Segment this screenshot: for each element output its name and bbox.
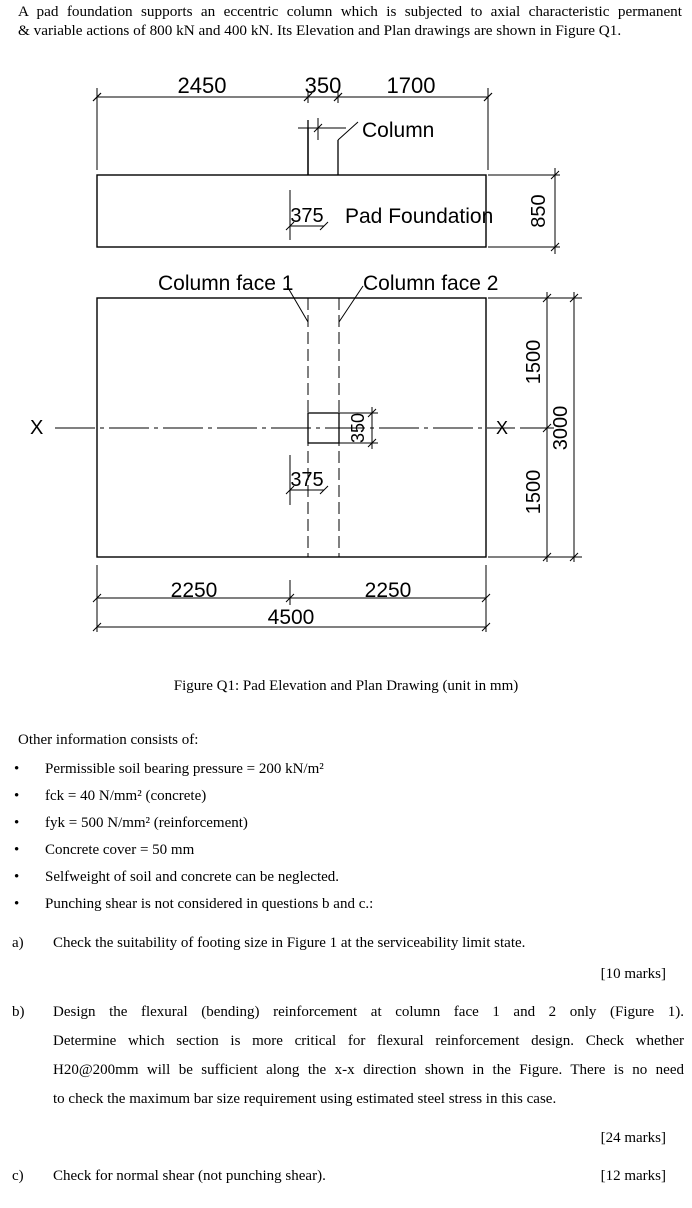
elev-dim-mid: 350 [304, 73, 342, 98]
question-c-marks: [12 marks] [600, 1168, 666, 1184]
plan-bottom-half-dim: 1500 [523, 469, 545, 515]
intro-line-1: A pad foundation supports an eccentric column which is subjected to axial characteristic permanent [18, 3, 682, 20]
plan-drawing [55, 286, 582, 632]
column-face-2-label: Column face 2 [363, 272, 499, 295]
plan-col-width-dim: 350 [348, 412, 368, 444]
list-item: • fyk = 500 N/mm² (reinforcement) [14, 815, 248, 831]
elev-dim-right: 1700 [386, 73, 436, 98]
elev-offset-dim: 375 [290, 205, 324, 227]
question-text: Check for normal shear (not punching shear). [53, 1168, 326, 1184]
intro-paragraph [18, 2, 682, 40]
plan-offset-dim: 375 [290, 469, 324, 491]
column-face-1-label: Column face 1 [158, 272, 294, 295]
elev-dim-left: 2450 [177, 73, 227, 98]
question-a-marks: [10 marks] [600, 966, 666, 982]
other-info-list [14, 760, 654, 922]
pad-foundation-label: Pad Foundation [345, 205, 494, 228]
x-left-label: X [30, 417, 44, 439]
plan-top-half-dim: 1500 [523, 339, 545, 385]
list-item: • Concrete cover = 50 mm [14, 842, 195, 858]
x-right-label: X [496, 418, 509, 438]
plan-dim-right: 2250 [364, 579, 412, 602]
list-item: • Selfweight of soil and concrete can be neglected. [14, 869, 340, 885]
question-text: Design the flexural (bending) reinforcement at column face 1 and 2 only (Figure 1). Determine which section is more critical for flexural reinforcement design. Check whether H20@200mm will be sufficient along the x-x direction shown in the Figure. There is no need to check the maximum bar size requirement using estimated steel stress in this case. [53, 1004, 684, 1107]
column-label: Column [362, 119, 435, 142]
intro-line-2: & variable actions of 800 kN and 400 kN. Its Elevation and Plan drawings are shown in Figure Q1. [18, 22, 622, 39]
figure-caption: Figure Q1: Pad Elevation and Plan Drawing (unit in mm) [173, 678, 519, 694]
list-item: • fck = 40 N/mm² (concrete) [14, 788, 207, 804]
elev-height-dim: 850 [528, 194, 550, 228]
list-item: • Punching shear is not considered in questions b and c.: [14, 896, 374, 912]
question-label: b) [12, 1004, 25, 1020]
figure-q1 [0, 60, 692, 660]
plan-dim-left: 2250 [170, 579, 218, 602]
question-text: Check the suitability of footing size in Figure 1 at the serviceability limit state. [53, 935, 526, 951]
list-item: • Permissible soil bearing pressure = 200 kN/m² [14, 761, 324, 777]
plan-total-width-dim: 4500 [267, 606, 315, 629]
question-label: c) [12, 1168, 24, 1184]
question-label: a) [12, 935, 24, 951]
plan-total-height-dim: 3000 [550, 405, 572, 451]
elevation-drawing [93, 88, 560, 254]
question-b-marks: [24 marks] [600, 1130, 666, 1146]
figure-labels [30, 73, 572, 629]
other-info-heading: Other information consists of: [18, 732, 199, 748]
